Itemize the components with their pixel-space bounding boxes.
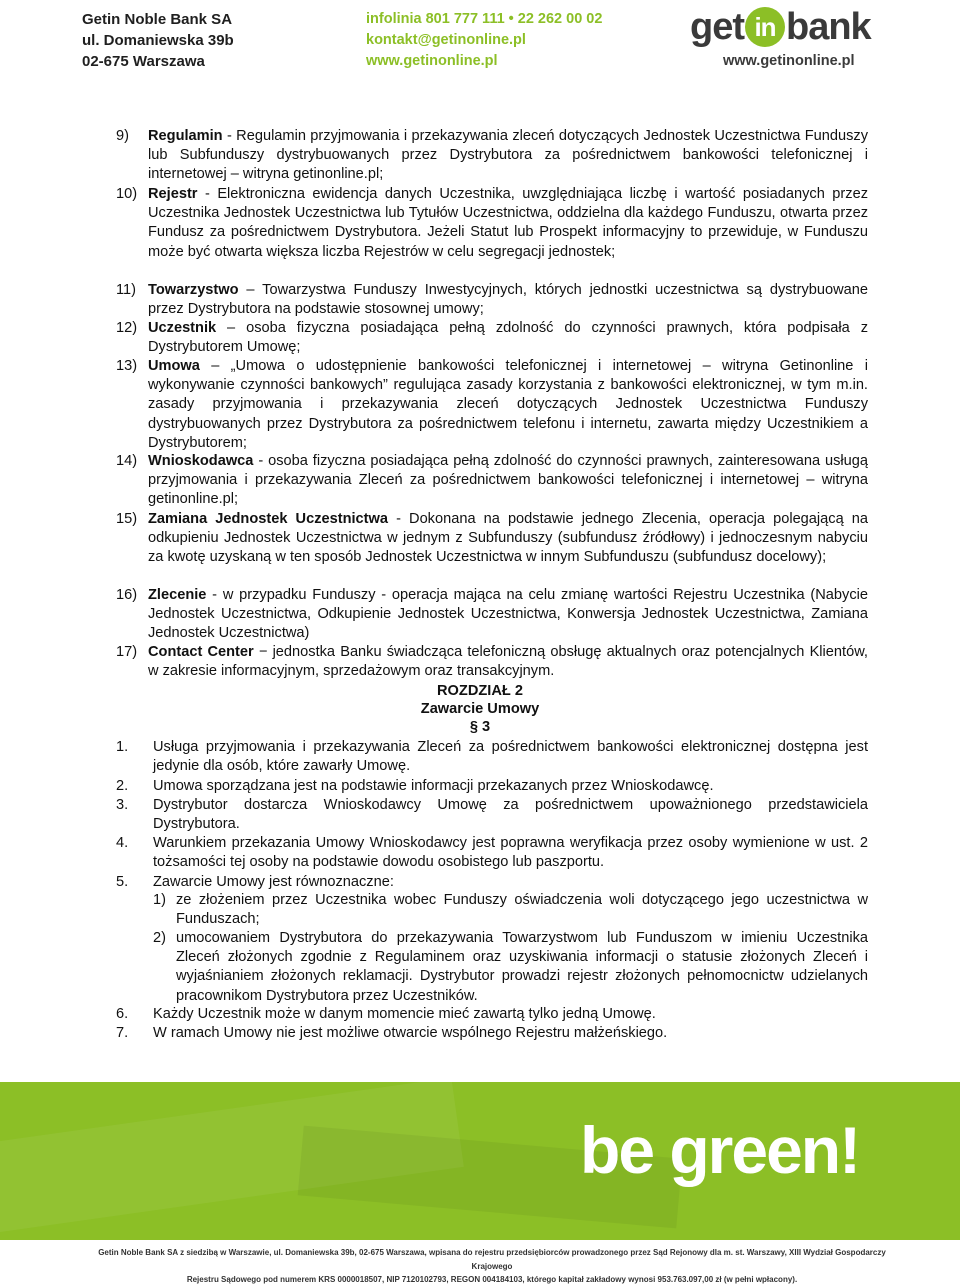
defined-term: Zamiana Jednostek Uczestnictwa	[148, 511, 389, 527]
legal-footer	[82, 1246, 902, 1287]
item-number: 11)	[116, 282, 137, 298]
sub-point-number: 2)	[153, 930, 166, 946]
item-number: 15)	[116, 511, 138, 527]
definition-item	[116, 281, 868, 319]
getinbank-logo	[690, 4, 890, 54]
sub-point-number: 1)	[153, 892, 166, 908]
definition-text: – Towarzystwa Funduszy Inwestycyjnych, których jednostki uczestnictwa są dystrybuowane przez Dystrybutora na podstawie stosownej umowy;	[148, 282, 868, 318]
numbered-point	[116, 1024, 868, 1043]
sub-point-text: ze złożeniem przez Uczestnika wobec Funduszy oświadczenia woli dotyczącego jego uczestnictwa w Funduszach;	[176, 892, 868, 928]
chapter-subtitle: Zawarcie Umowy	[420, 701, 540, 717]
chapter-title: ROZDZIAŁ 2	[437, 683, 523, 699]
point-number: 3.	[116, 797, 129, 813]
be-green-banner	[0, 1082, 960, 1240]
definition-item	[116, 510, 868, 568]
definition-item	[116, 319, 868, 357]
definition-text: - w przypadku Funduszy - operacja mająca na celu zmianę wartości Rejestru Uczestnika (Nabycie Jednostek Uczestnictwa, Odkupienie Jednostek Uczestnictwa, Konwersja Jednostek Uczestnictwa, Zamiana Jednostek Uczestnictwa)	[148, 587, 868, 642]
footer-line: Rejestru Sądowego pod numerem KRS 0000018507, NIP 7120102793, REGON 004184103, którego kapitał zakładowy wynosi 953.763.097,00 zł (w pełni wpłacony).	[186, 1275, 798, 1284]
point-text: Usługa przyjmowania i przekazywania Zleceń za pośrednictwem bankowości elektronicznej dostępna jest jedynie dla osób, które zawarły Umowę.	[153, 739, 868, 775]
banner-slogan: be green!	[580, 1113, 860, 1187]
numbered-point	[116, 1005, 868, 1024]
point-number: 4.	[116, 835, 129, 851]
point-text: Zawarcie Umowy jest równoznaczne:	[153, 874, 394, 890]
point-number: 5.	[116, 874, 129, 890]
logo-text-pre: get	[690, 6, 744, 48]
bank-address	[82, 9, 234, 72]
defined-term: Contact Center	[148, 644, 254, 660]
definition-item	[116, 643, 868, 681]
hotline-text: infolinia 801 777 111 • 22 262 00 02	[366, 11, 603, 27]
point-text: Każdy Uczestnik może w danym momencie mieć zawartą tylko jedną Umowę.	[153, 1006, 656, 1022]
point-text: Dystrybutor dostarcza Wnioskodawcy Umowę za pośrednictwem upoważnionego przedstawiciela Dystrybutora.	[153, 797, 868, 833]
defined-term: Uczestnik	[148, 320, 217, 336]
defined-term: Regulamin	[148, 128, 223, 144]
definition-text: − jednostka Banku świadcząca telefoniczną obsługę aktualnych oraz potencjalnych Klientów, w zakresie informacyjnym, sprzedażowym oraz transakcyjnym.	[148, 644, 868, 680]
defined-term: Towarzystwo	[148, 282, 239, 298]
item-number: 10)	[116, 186, 138, 202]
definition-item	[116, 127, 868, 185]
point-number: 2.	[116, 778, 129, 794]
logo-in-circle: in	[745, 7, 785, 47]
definition-text: - Regulamin przyjmowania i przekazywania zleceń dotyczących Jednostek Uczestnictwa Funduszy lub Subfunduszy dystrybuowanych przez Dystrybutora za pośrednictwem bankowości telefonicznej i internetowej – witryna getinonline.pl;	[148, 128, 868, 183]
definition-text: - Dokonana na podstawie jednego Zlecenia, operacja polegającą na odkupieniu Jednostek Uczestnictwa w jednym z Subfunduszy (subfundusz źródłowy) i jednoczesnym nabyciu za kwotę uzyskaną w ten sposób Jednostek Uczestnictwa w innym Subfunduszu (subfundusz docelowy);	[148, 511, 868, 566]
numbered-point	[116, 777, 868, 796]
logo-website-link[interactable]: www.getinonline.pl	[723, 53, 855, 69]
definition-item	[116, 357, 868, 453]
section-heading: § 3	[469, 719, 491, 735]
defined-term: Umowa	[148, 358, 200, 374]
definition-item	[116, 185, 868, 262]
footer-line: Getin Noble Bank SA z siedzibą w Warszawie, ul. Domaniewska 39b, 02-675 Warszawa, wpisana do rejestru przedsiębiorców prowadzonego przez Sąd Rejonowy dla m. st. Warszawy, XIII Wydział Gospodarczy Krajowego	[98, 1248, 886, 1271]
sub-point-text: umocowaniem Dystrybutora do przekazywania Towarzystwom lub Funduszom w imieniu Uczestnika Zleceń złożonych zgodnie z Regulaminem oraz uzyskiwania informacji o statusie złożonych Zleceń i wyjaśnianiem złożonych reklamacji. Dystrybutor prowadzi rejestr złożonych pełnomocnictw udzielanych pracownikom Dystrybutora przez Uczestników.	[176, 930, 868, 1004]
item-number: 14)	[116, 453, 138, 469]
definition-text: - Elektroniczna ewidencja danych Uczestnika, uwzględniająca liczbę i wartość posiadanych przez Uczestnika Jednostek Uczestnictwa lub Tytułów Uczestnictwa, oddzielna dla każdego Funduszu, otwarta przez Fundusz za pośrednictwem Dystrybutora. Jeżeli Statut lub Prospekt informacyjny to przewiduje, w Funduszu może być otwarta większa liczba Rejestrów w celu segregacji jednostek;	[148, 186, 868, 260]
definition-text: – osoba fizyczna posiadająca pełną zdolność do czynności prawnych, która podpisała z Dystrybutorem Umowę;	[148, 320, 868, 356]
numbered-point	[116, 738, 868, 776]
definition-item	[116, 586, 868, 644]
defined-term: Zlecenie	[148, 587, 207, 603]
point-text: Umowa sporządzana jest na podstawie informacji przekazanych przez Wnioskodawcę.	[153, 778, 714, 794]
sub-point	[153, 929, 868, 1006]
point-number: 7.	[116, 1025, 129, 1041]
page-header	[0, 0, 960, 90]
definition-item	[116, 452, 868, 510]
logo-text-post: bank	[786, 6, 871, 48]
item-number: 16)	[116, 587, 138, 603]
item-number: 13)	[116, 358, 138, 374]
numbered-point	[116, 834, 868, 872]
website-link[interactable]: www.getinonline.pl	[366, 53, 498, 69]
point-number: 6.	[116, 1006, 129, 1022]
item-number: 9)	[116, 128, 129, 144]
item-number: 17)	[116, 644, 138, 660]
sub-point	[153, 891, 868, 929]
point-text: Warunkiem przekazania Umowy Wnioskodawcy jest poprawna weryfikacja przez osoby wymienione w ust. 2 tożsamości tej osoby na podstawie dowodu osobistego lub paszportu.	[153, 835, 868, 871]
definition-text: – „Umowa o udostępnienie bankowości telefonicznej i internetowej – witryna Getinonline i wykonywanie czynności bankowych” regulująca zasady korzystania z bankowości elektronicznej, w tym m.in. zasady przyjmowania i przekazywania zleceń dotyczących Jednostek Uczestnictwa Funduszy dystrybuowanych przez Dystrybutora za pośrednictwem telefonu i internetu, zawarta między Uczestnikiem a Dystrybutorem;	[148, 358, 868, 451]
definition-text: - osoba fizyczna posiadająca pełną zdolność do czynności prawnych, zainteresowana usługą przyjmowania i przekazywania Zleceń za pośrednictwem bankowości telefonicznej i internetowej – witryna getinonline.pl;	[148, 453, 868, 508]
point-text: W ramach Umowy nie jest możliwe otwarcie wspólnego Rejestru małżeńskiego.	[153, 1025, 668, 1041]
numbered-point	[116, 873, 868, 892]
bank-contact	[366, 9, 602, 72]
defined-term: Wnioskodawca	[148, 453, 254, 469]
address-line: Getin Noble Bank SA	[82, 11, 233, 28]
item-number: 12)	[116, 320, 138, 336]
numbered-point	[116, 796, 868, 834]
defined-term: Rejestr	[148, 186, 198, 202]
point-number: 1.	[116, 739, 129, 755]
address-line: 02-675 Warszawa	[82, 53, 205, 70]
email-link[interactable]: kontakt@getinonline.pl	[366, 32, 526, 48]
address-line: ul. Domaniewska 39b	[82, 32, 234, 49]
